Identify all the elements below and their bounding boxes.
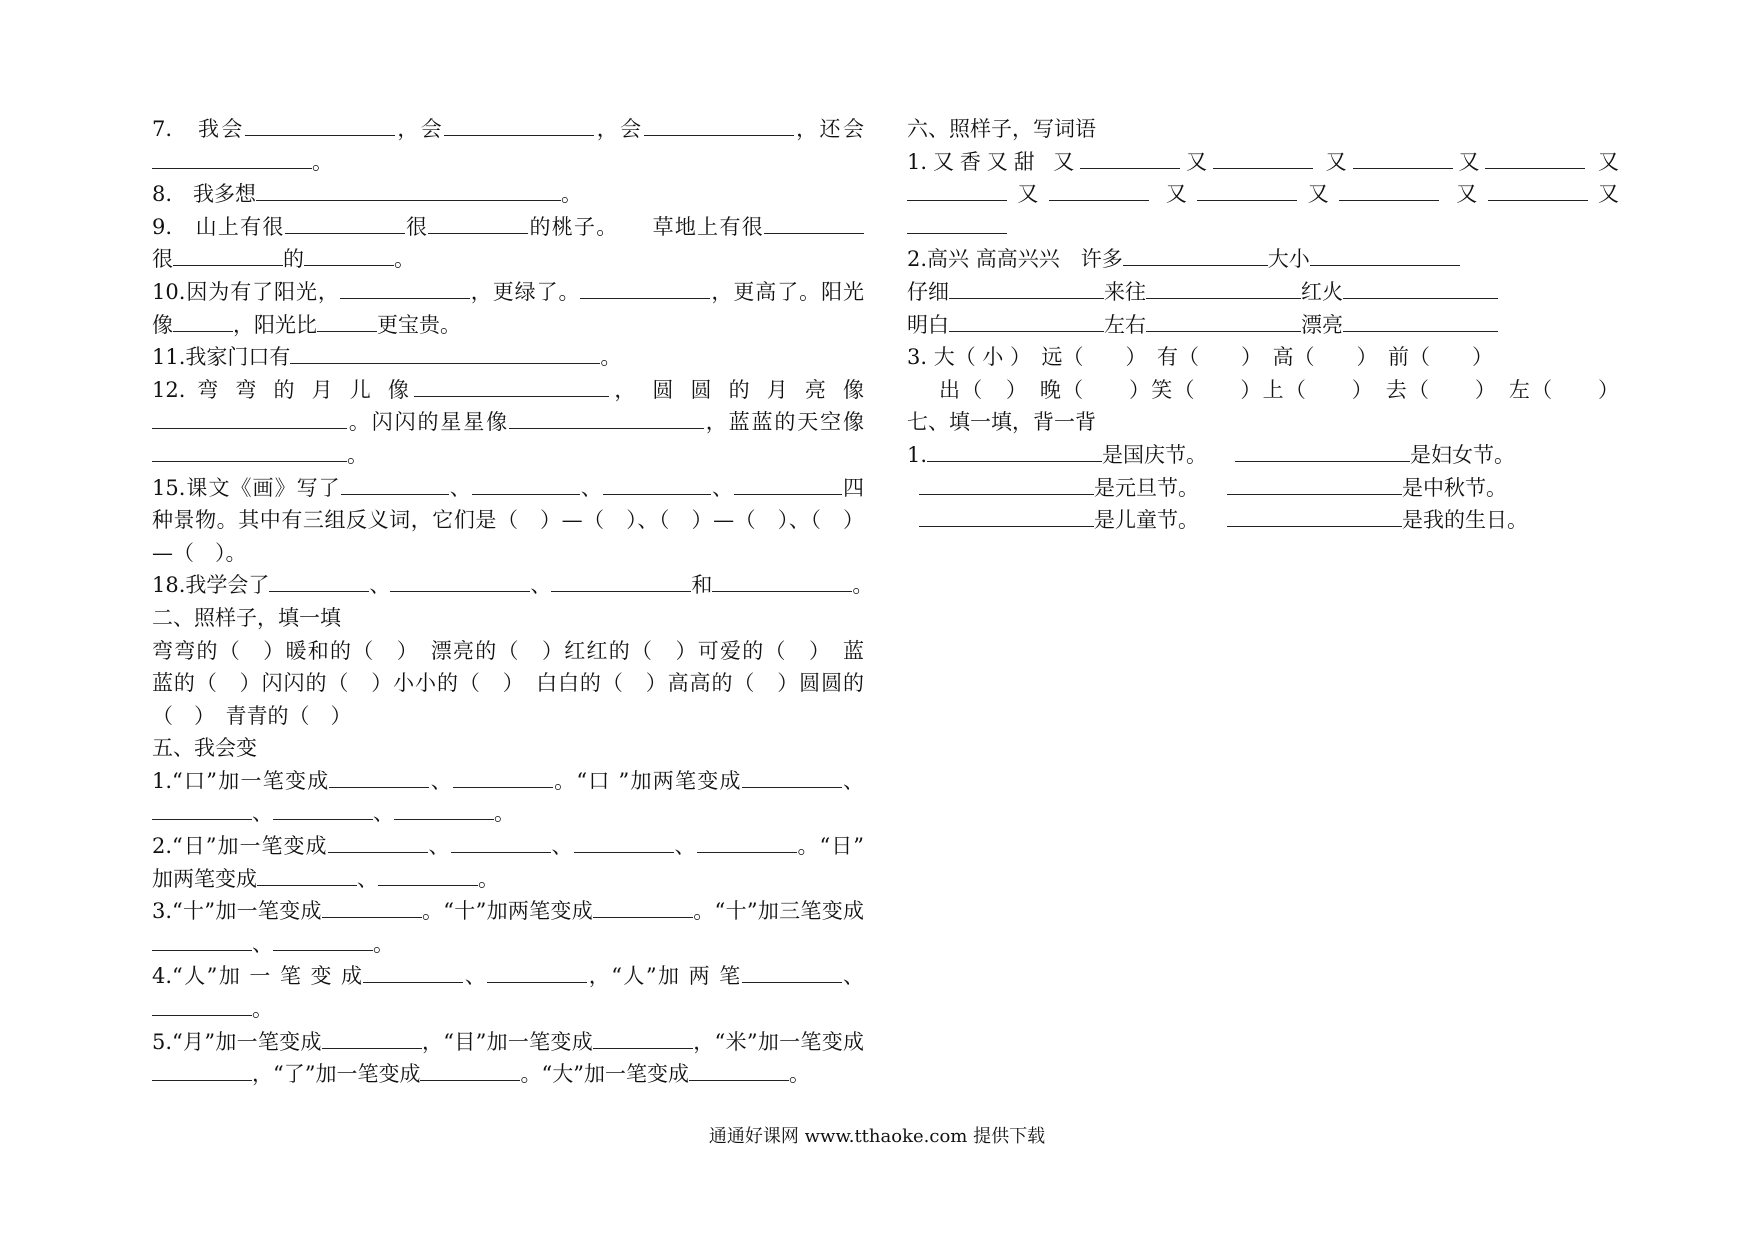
blank[interactable] <box>428 211 528 234</box>
blank[interactable] <box>257 863 357 886</box>
blank[interactable] <box>697 830 797 853</box>
footer-source: 通通好课网 www.tthaoke.com 提供下载 <box>708 1126 1046 1147</box>
blank[interactable] <box>341 472 449 495</box>
blank[interactable] <box>487 960 587 983</box>
section-5-title: 五、我会变 <box>152 736 257 761</box>
q8-line: 8. 我多想 。 <box>152 178 864 211</box>
s6q2-line1: 2.高兴 高高兴兴 许多 大小 <box>907 243 1619 276</box>
blank[interactable] <box>551 569 691 592</box>
blank[interactable] <box>1197 178 1297 201</box>
blank[interactable] <box>328 830 428 853</box>
blank[interactable] <box>927 439 1102 462</box>
blank[interactable] <box>420 1058 520 1081</box>
blank[interactable] <box>273 797 373 820</box>
section-2-line2: 蓝的（ ）闪闪的（ ）小小的（ ） 白白的（ ）高高的（ ）圆圆的 <box>152 671 864 696</box>
blank[interactable] <box>574 830 674 853</box>
s6q1-line1: 1.又香又甜 又 又 又 又 又 <box>907 146 1619 179</box>
blank[interactable] <box>414 374 609 397</box>
blank[interactable] <box>363 960 463 983</box>
blank[interactable] <box>290 341 600 364</box>
blank[interactable] <box>919 472 1094 495</box>
blank[interactable] <box>1227 472 1402 495</box>
blank[interactable] <box>152 439 347 462</box>
blank[interactable] <box>1146 276 1301 299</box>
right-column <box>907 113 1619 537</box>
blank[interactable] <box>378 863 478 886</box>
section-2-line3: （ ） 青青的（ ） <box>152 703 352 728</box>
s7-line1: 1. 是国庆节。 是妇女节。 <box>907 439 1619 472</box>
blank[interactable] <box>273 928 373 951</box>
blank[interactable] <box>329 765 429 788</box>
blank[interactable] <box>1310 243 1460 266</box>
q15-line1: 15.课文《画》写了 、 、 、 四 <box>152 472 864 505</box>
section-7-title: 七、填一填，背一背 <box>907 410 1096 435</box>
q10-line1: 10.因为有了阳光， ，更绿了。 ，更高了。阳光 <box>152 276 864 309</box>
blank[interactable] <box>453 765 553 788</box>
blank[interactable] <box>1353 146 1453 169</box>
blank[interactable] <box>949 309 1104 332</box>
s5q2-line1: 2.“日”加一笔变成 、 、 、 。“日” <box>152 830 864 863</box>
s6q3-line2: 出（ ） 晚（ ）笑（ ）上（ ） 去（ ） 左（ ） <box>939 377 1619 402</box>
blank[interactable] <box>593 1026 693 1049</box>
blank[interactable] <box>390 569 530 592</box>
blank[interactable] <box>1235 439 1410 462</box>
blank[interactable] <box>1485 146 1585 169</box>
section-2-title: 二、照样子，填一填 <box>152 605 341 630</box>
blank[interactable] <box>907 211 1007 234</box>
s5q5-line2: ，“了”加一笔变成 。“大”加一笔变成 。 <box>152 1058 864 1091</box>
blank[interactable] <box>394 797 494 820</box>
s5q4-line1: 4.“人”加 一 笔 变 成 、 ，“人”加 两 笔 、 <box>152 960 864 993</box>
blank[interactable] <box>173 309 233 332</box>
blank[interactable] <box>1049 178 1149 201</box>
blank[interactable] <box>152 406 347 429</box>
blank[interactable] <box>509 406 704 429</box>
q12-line1: 12. 弯 弯 的 月 儿 像 ， 圆 圆 的 月 亮 像 <box>152 374 864 407</box>
blank[interactable] <box>173 243 283 266</box>
blank[interactable] <box>1080 146 1180 169</box>
q7-line2: 。 <box>152 146 864 179</box>
blank[interactable] <box>1123 243 1268 266</box>
blank[interactable] <box>712 569 852 592</box>
blank[interactable] <box>322 1026 422 1049</box>
s5q4-line2: 。 <box>152 993 864 1026</box>
s6q2-line2: 仔细 来往 红火 <box>907 276 1619 309</box>
section-6-title: 六、照样子，写词语 <box>907 117 1096 141</box>
blank[interactable] <box>1227 504 1402 527</box>
s5q2-line2: 加两笔变成 、 。 <box>152 863 864 896</box>
q15-line3: —（ ）。 <box>152 540 247 565</box>
blank[interactable] <box>907 178 1007 201</box>
blank[interactable] <box>580 276 710 299</box>
blank[interactable] <box>689 1058 789 1081</box>
s6q1-line3 <box>907 211 1619 244</box>
blank[interactable] <box>152 1058 252 1081</box>
blank[interactable] <box>152 993 252 1016</box>
blank[interactable] <box>593 895 693 918</box>
q7-line1: 7. 我会 ，会 ，会 ，还会 <box>152 113 864 146</box>
s5q3-line2: 、 。 <box>152 928 864 961</box>
blank[interactable] <box>1343 276 1498 299</box>
s5q5-line1: 5.“月”加一笔变成 ，“目”加一笔变成 ，“米”加一笔变成 <box>152 1026 864 1059</box>
s6q2-line3: 明白 左右 漂亮 <box>907 309 1619 342</box>
q11-line: 11.我家门口有 。 <box>152 341 864 374</box>
blank[interactable] <box>742 960 842 983</box>
blank[interactable] <box>269 569 369 592</box>
left-column <box>152 113 874 1091</box>
s6q3-line1: 3. 大（ 小 ） 远（ ） 有（ ） 高（ ） 前（ ） <box>907 345 1494 370</box>
blank[interactable] <box>304 243 394 266</box>
blank[interactable] <box>256 178 561 201</box>
s5q1-line2: 、 、 。 <box>152 797 864 830</box>
q10-line2: 像 ，阳光比 更宝贵。 <box>152 309 864 342</box>
blank[interactable] <box>1339 178 1439 201</box>
blank[interactable] <box>472 472 580 495</box>
s7-line3: 是儿童节。 是我的生日。 <box>907 504 1619 537</box>
q9-line2: 很 的 。 <box>152 243 864 276</box>
blank[interactable] <box>340 276 470 299</box>
blank[interactable] <box>1488 178 1588 201</box>
q15-line2: 种景物。其中有三组反义词，它们是（ ）—（ ）、（ ）—（ ）、（ ） <box>152 508 864 533</box>
blank[interactable] <box>1343 309 1498 332</box>
blank[interactable] <box>1213 146 1313 169</box>
s6q1-line2: 又 又 又 又 又 <box>907 178 1619 211</box>
blank[interactable] <box>451 830 551 853</box>
blank[interactable] <box>644 113 794 136</box>
s5q1-line1: 1.“口”加一笔变成 、 。“口 ”加两笔变成 、 <box>152 765 864 798</box>
blank[interactable] <box>245 113 395 136</box>
blank[interactable] <box>152 797 252 820</box>
blank[interactable] <box>734 472 842 495</box>
blank[interactable] <box>322 895 422 918</box>
blank[interactable] <box>285 211 405 234</box>
s5q3-line1: 3.“十”加一笔变成 。“十”加两笔变成 。“十”加三笔变成 <box>152 895 864 928</box>
q12-line3: 。 <box>152 439 864 472</box>
blank[interactable] <box>919 504 1094 527</box>
blank[interactable] <box>317 309 377 332</box>
blank[interactable] <box>444 113 594 136</box>
blank[interactable] <box>742 765 842 788</box>
blank[interactable] <box>1146 309 1301 332</box>
blank[interactable] <box>764 211 864 234</box>
blank[interactable] <box>949 276 1104 299</box>
blank[interactable] <box>152 146 312 169</box>
q12-line2: 。闪闪的星星像 ，蓝蓝的天空像 <box>152 406 864 439</box>
section-2-line1: 弯弯的（ ）暖和的（ ） 漂亮的（ ）红红的（ ）可爱的（ ） 蓝 <box>152 638 864 663</box>
s7-line2: 是元旦节。 是中秋节。 <box>907 472 1619 505</box>
blank[interactable] <box>603 472 711 495</box>
blank[interactable] <box>152 928 252 951</box>
q9-line1: 9. 山上有很 很 的桃子。 草地上有很 <box>152 211 864 244</box>
q18-line: 18.我学会了 、 、 和 。 <box>152 569 864 602</box>
